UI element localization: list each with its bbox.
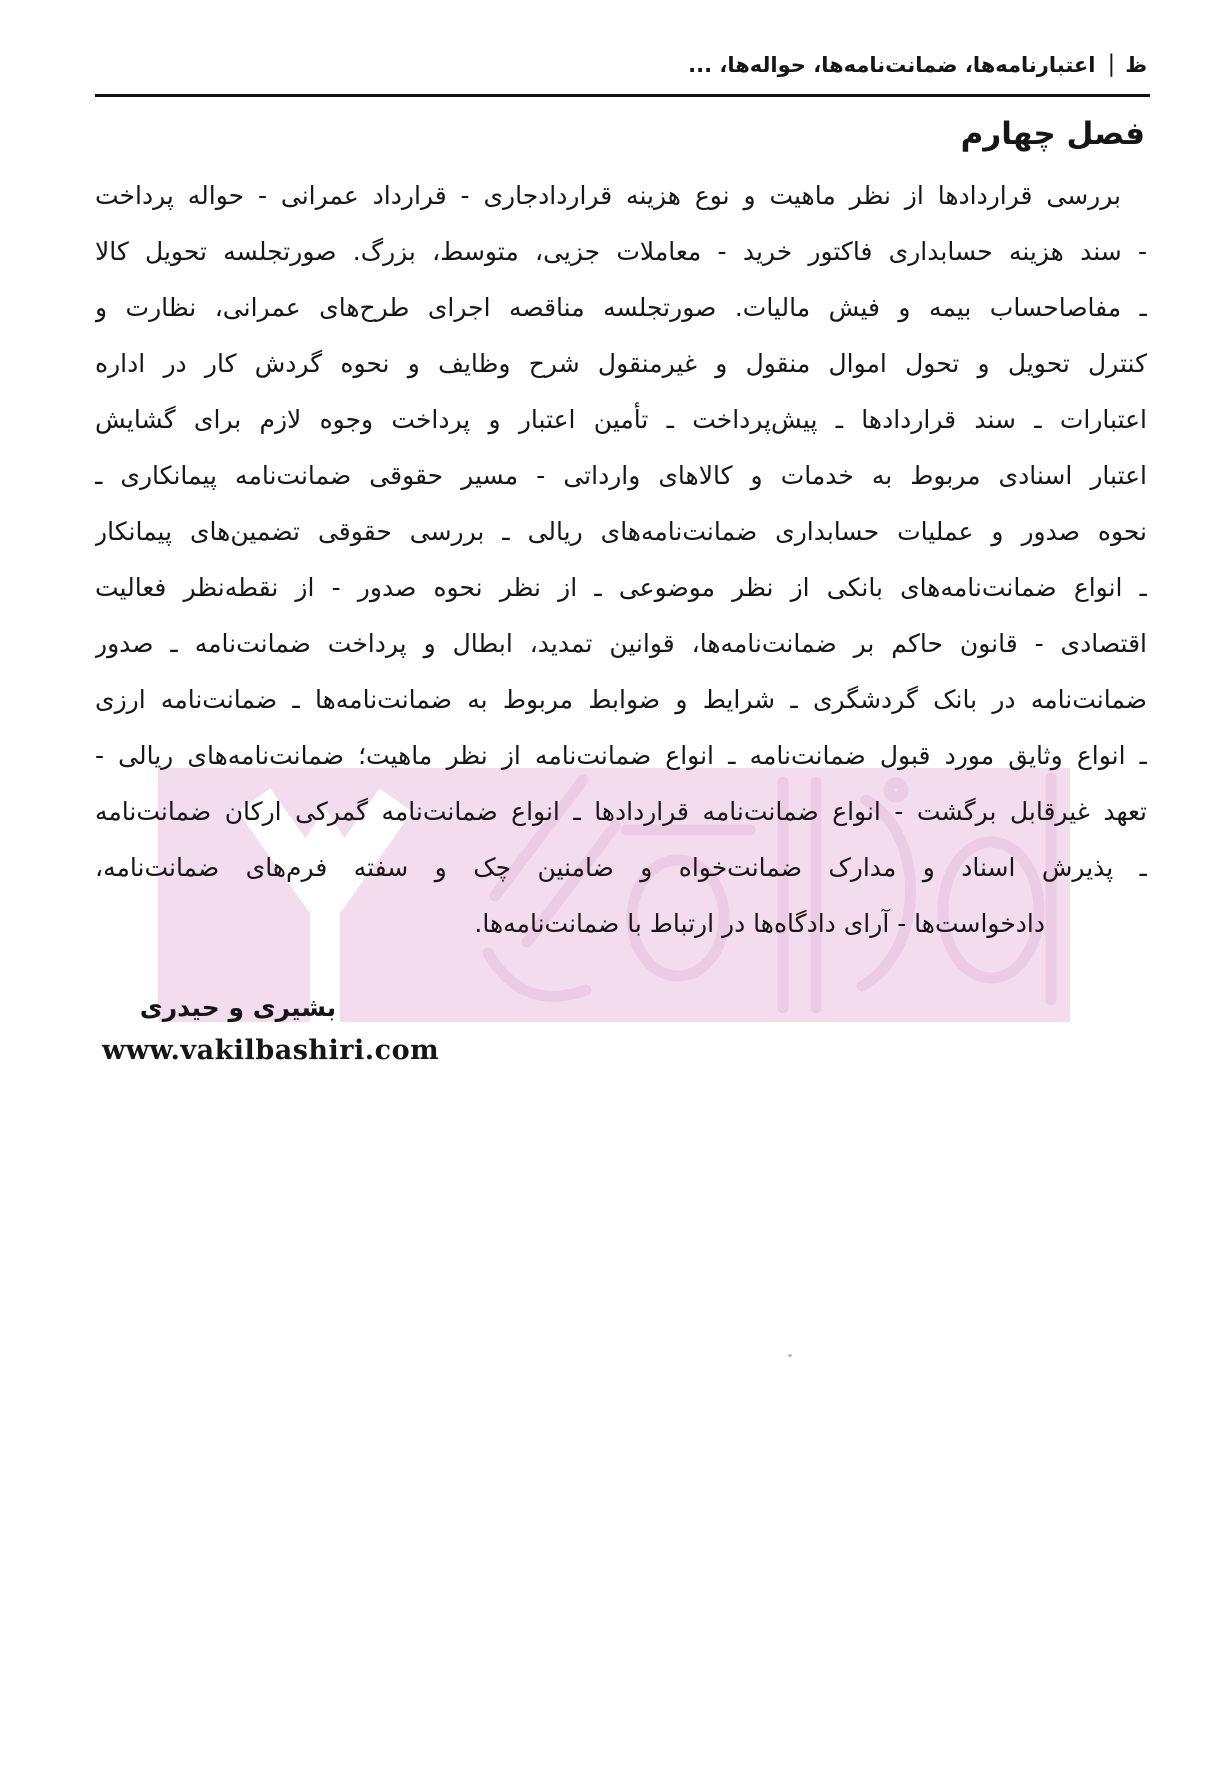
body-line: ـ مفاصاحساب بیمه و فیش مالیات. صورتجلسه مناقصه اجرای طرح‌های عمرانی، نظارت و bbox=[95, 293, 1147, 322]
body-line: ـ انواع ضمانت‌نامه‌های بانکی از نظر موضوعی ـ از نظر نحوه صدور - از نقطه‌نظر فعالیت bbox=[95, 573, 1147, 602]
body-line: ضمانت‌نامه در بانک گردشگری ـ شرایط و ضوابط مربوط به ضمانت‌نامه‌ها ـ ضمانت‌نامه ارزی bbox=[95, 685, 1147, 714]
page-number-marker: ظ bbox=[1125, 53, 1147, 77]
website-url: www.vakilbashiri.com bbox=[102, 1035, 440, 1066]
body-line: اعتبار اسنادی مربوط به خدمات و کالاهای وارداتی - مسیر حقوقی ضمانت‌نامه پیمانکاری ـ bbox=[95, 461, 1147, 490]
body-line: اعتبارات ـ سند قراردادها ـ پیش‌پرداخت ـ تأمین اعتبار و پرداخت وجوه لازم برای گشایش bbox=[95, 405, 1147, 434]
body-line: تعهد غیرقابل برگشت - انواع ضمانت‌نامه قراردادها ـ انواع ضمانت‌نامه گمرکی ارکان ضمانت‌نامه bbox=[95, 797, 1147, 826]
authors-signature: بشیری و حیدری bbox=[139, 993, 337, 1022]
body-line: دادخواست‌ها - آرای دادگاه‌ها در ارتباط با ضمانت‌نامه‌ها. bbox=[474, 909, 1045, 938]
chapter-title: فصل چهارم bbox=[960, 116, 1145, 152]
body-line: ـ پذیرش اسناد و مدارک ضمانت‌خواه و ضامنین چک و سفته فرم‌های ضمانت‌نامه، bbox=[95, 853, 1147, 882]
page-header bbox=[95, 52, 1147, 78]
body-line: نحوه صدور و عملیات حسابداری ضمانت‌نامه‌های ریالی ـ بررسی حقوقی تضمین‌های پیمانکار bbox=[95, 517, 1147, 546]
header-rule bbox=[95, 94, 1150, 97]
body-line: - سند هزینه حسابداری فاکتور خرید - معاملات جزیی، متوسط، بزرگ. صورتجلسه تحویل کالا bbox=[95, 237, 1147, 266]
body-line: کنترل تحویل و تحول اموال منقول و غیرمنقول شرح وظایف و نحوه گردش کار در اداره bbox=[95, 349, 1147, 378]
running-title: اعتبارنامه‌ها، ضمانت‌نامه‌ها، حواله‌ها، ... bbox=[688, 53, 1096, 77]
header-divider: | bbox=[1107, 51, 1116, 77]
body-line: بررسی قراردادها از نظر ماهیت و نوع هزینه قراردادجاری - قرارداد عمرانی - حواله پرداخت bbox=[95, 181, 1121, 210]
body-paragraph bbox=[95, 168, 1147, 952]
body-line: ـ انواع وثایق مورد قبول ضمانت‌نامه ـ انواع ضمانت‌نامه از نظر ماهیت؛ ضمانت‌نامه‌های ریالی - bbox=[95, 741, 1147, 770]
scan-speck bbox=[788, 1354, 792, 1357]
body-line: اقتصادی - قانون حاکم بر ضمانت‌نامه‌ها، قوانین تمدید، ابطال و پرداخت ضمانت‌نامه ـ صدور bbox=[95, 629, 1147, 658]
